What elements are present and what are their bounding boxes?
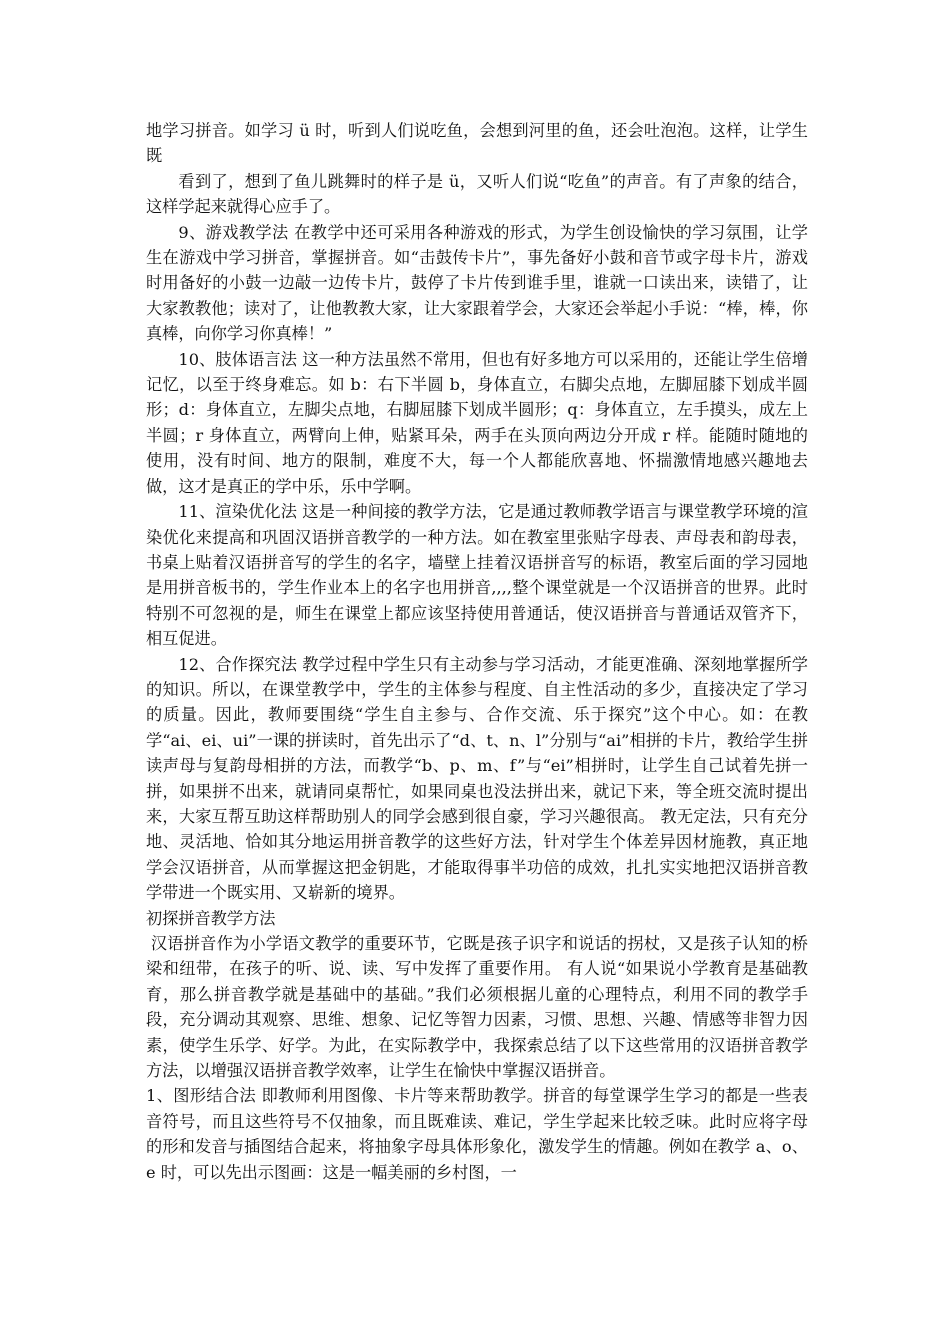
paragraph-body-language-method: 10、肢体语言法 这一种方法虽然不常用，但也有好多地方可以采用的，还能让学生倍增记忆，以至于终身难忘。如 b：右下半圆 b，身体直立，右脚尖点地，左脚屈膝下划成半圆形；d：身体直立，左脚尖点地，右脚屈膝下划成半圆形；q：身体直立，左手摸头，成左上半圆；r 身体直立，两臂向上伸，贴紧耳朵，两手在头顶向两边分开成 r 样。能随时随地的使用，没有时间、地方的限制，难度不大，每一个人都能欣喜地、怀揣激情地感兴趣地去做，这才是真正的学中乐，乐中学啊。 bbox=[146, 349, 808, 496]
paragraph-continuation: 地学习拼音。如学习 ü 时，听到人们说吃鱼，会想到河里的鱼，还会吐泡泡。这样，让学生既 bbox=[146, 121, 808, 166]
section-title: 初探拼音教学方法 bbox=[146, 908, 276, 928]
paragraph-cooperative-method: 12、合作探究法 教学过程中学生只有主动参与学习活动，才能更准确、深刻地掌握所学的知识。所以，在课堂教学中，学生的主体参与程度、自主性活动的多少，直接决定了学习的质量。因此，教师要围绕“学生自主参与、合作交流、乐于探究”这个中心。如：在教学“ai、ei、ui”一课的拼读时，首先出示了“d、t、n、l”分别与“ai”相拼的卡片，教给学生拼读声母与复韵母相拼的方法，而教学“b、p、m、f”与“ei”相拼时，让学生自己试着先拼一拼，如果拼不出来，就请同桌帮忙，如果同桌也没法拼出来，就记下来，等全班交流时提出来，大家互帮互助这样帮助别人的同学会感到很自豪，学习兴趣很高。 教无定法，只有充分地、灵活地、恰如其分地运用拼音教学的这些好方法，针对学生个体差异因材施教，真正地学会汉语拼音，从而掌握这把金钥匙，才能取得事半功倍的成效，扎扎实实地把汉语拼音教学带进一个既实用、又崭新的境界。 bbox=[146, 654, 808, 903]
paragraph-graphic-method: 1、图形结合法 即教师利用图像、卡片等来帮助教学。拼音的每堂课学生学习的都是一些表音符号，而且这些符号不仅抽象，而且既难读、难记，学生学起来比较乏味。此时应将字母的形和发音与插图结合起来，将抽象字母具体形象化，激发学生的情趣。例如在教学 a、o、e 时，可以先出示图画：这是一幅美丽的乡村图，一 bbox=[146, 1086, 808, 1182]
document-page bbox=[146, 118, 808, 1185]
paragraph-intro: 汉语拼音作为小学语文教学的重要环节，它既是孩子识字和说话的拐杖，又是孩子认知的桥梁和纽带，在孩子的听、说、读、写中发挥了重要作用。 有人说“如果说小学教育是基础教育，那么拼音教学就是基础中的基础。”我们必须根据儿童的心理特点，利用不同的教学手段，充分调动其观察、思维、想象、记忆等智力因素，习惯、思想、兴趣、情感等非智力因素，使学生乐学、好学。为此，在实际教学中，我探索总结了以下这些常用的汉语拼音教学方法，以增强汉语拼音教学效率，让学生在愉快中掌握汉语拼音。 bbox=[146, 934, 808, 1081]
paragraph-game-method: 9、游戏教学法 在教学中还可采用各种游戏的形式，为学生创设愉快的学习氛围，让学生在游戏中学习拼音，掌握拼音。如“击鼓传卡片”，事先备好小鼓和音节或字母卡片，游戏时用备好的小鼓一边敲一边传卡片，鼓停了卡片传到谁手里，谁就一口读出来，读错了，让大家教教他；读对了，让他教教大家，让大家跟着学会，大家还会举起小手说：“棒，棒，你真棒，向你学习你真棒！” bbox=[146, 222, 808, 344]
paragraph-rendering-method: 11、渲染优化法 这是一种间接的教学方法，它是通过教师教学语言与课堂教学环境的渲染优化来提高和巩固汉语拼音教学的一种方法。如在教室里张贴字母表、声母表和韵母表，书桌上贴着汉语拼音写的学生的名字，墙壁上挂着汉语拼音写的标语，教室后面的学习园地是用拼音板书的，学生作业本上的名字也用拼音,,,,整个课堂就是一个汉语拼音的世界。此时特别不可忽视的是，师生在课堂上都应该坚持使用普通话，使汉语拼音与普通话双管齐下，相互促进。 bbox=[146, 502, 808, 649]
paragraph-sound-image: 看到了，想到了鱼儿跳舞时的样子是 ü，又听人们说“吃鱼”的声音。有了声象的结合，这样学起来就得心应手了。 bbox=[146, 171, 808, 217]
